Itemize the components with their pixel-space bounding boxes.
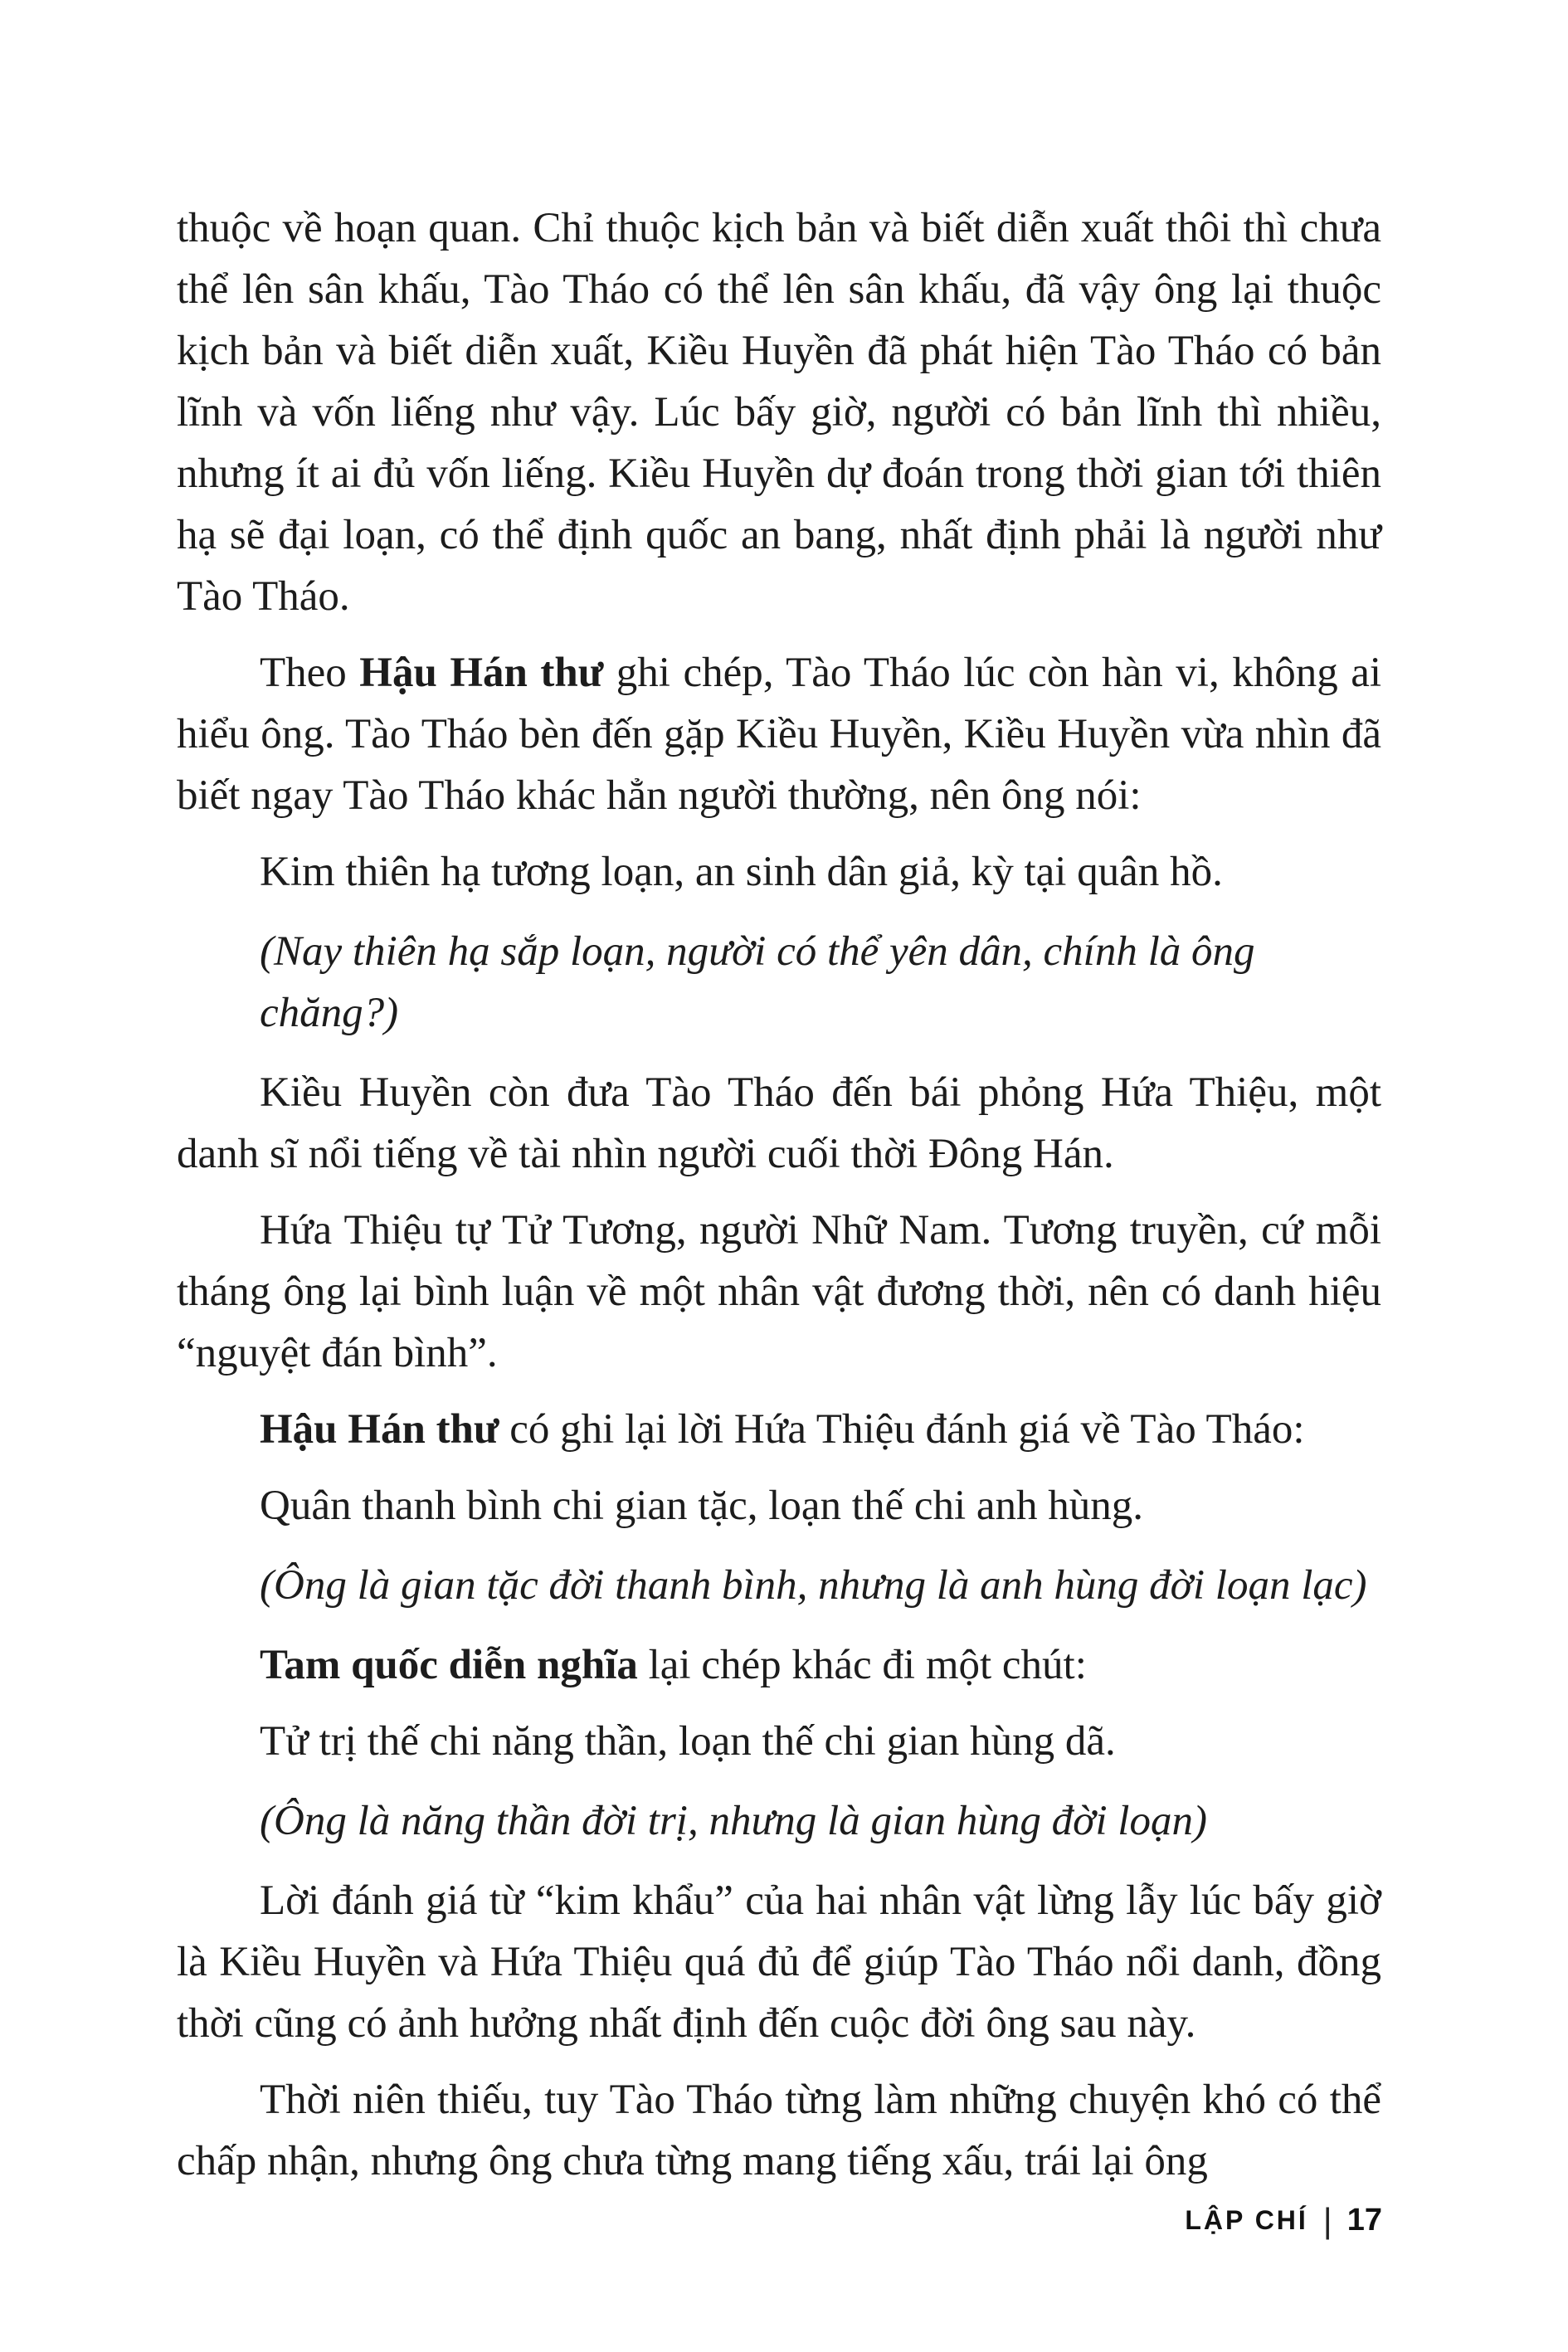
quote-line <box>260 841 1381 903</box>
text-run: Quân thanh bình chi gian tặc, loạn thế chi anh hùng. <box>260 1483 1144 1529</box>
text-run: (Ông là năng thần đời trị, nhưng là gian hùng đời loạn) <box>260 1798 1207 1844</box>
page-text <box>177 197 1381 2207</box>
text-run: Kiều Huyền còn đưa Tào Tháo đến bái phỏng Hứa Thiệu, một danh sĩ nổi tiếng về tài nhìn người cuối thời Đông Hán. <box>177 1069 1381 1177</box>
text-run: thuộc về hoạn quan. Chỉ thuộc kịch bản và biết diễn xuất thôi thì chưa thể lên sân khấu, Tào Tháo có thể lên sân khấu, đã vậy ông lại thuộc kịch bản và biết diễn xuất, Kiều Huyền đã phát hiện Tào Tháo có bản lĩnh và vốn liếng như vậy. Lúc bấy giờ, người có bản lĩnh thì nhiều, nhưng ít ai đủ vốn liếng. Kiều Huyền dự đoán trong thời gian tới thiên hạ sẽ đại loạn, có thể định quốc an bang, nhất định phải là người như Tào Tháo. <box>177 205 1381 620</box>
paragraph <box>177 1634 1381 1696</box>
text-run: Theo <box>260 650 360 696</box>
footer-separator: | <box>1322 2200 1332 2240</box>
page-number: 17 <box>1346 2203 1382 2238</box>
quote-translation <box>260 1790 1381 1852</box>
page-footer <box>1185 2200 1382 2240</box>
bold-text-run: Tam quốc diễn nghĩa <box>260 1642 638 1688</box>
paragraph <box>177 2069 1381 2192</box>
quote-translation <box>260 921 1381 1044</box>
text-run: Thời niên thiếu, tuy Tào Tháo từng làm những chuyện khó có thể chấp nhận, nhưng ông chưa từng mang tiếng xấu, trái lại ông <box>177 2077 1381 2184</box>
quote-line <box>260 1475 1381 1536</box>
text-run: Lời đánh giá từ “kim khẩu” của hai nhân vật lừng lẫy lúc bấy giờ là Kiều Huyền và Hứa Thiệu quá đủ để giúp Tào Tháo nổi danh, đồng thời cũng có ảnh hưởng nhất định đến cuộc đời ông sau này. <box>177 1877 1381 2047</box>
paragraph <box>177 642 1381 826</box>
text-run: Hứa Thiệu tự Tử Tương, người Nhữ Nam. Tương truyền, cứ mỗi tháng ông lại bình luận về một nhân vật đương thời, nên có danh hiệu “nguyệt đán bình”. <box>177 1207 1381 1376</box>
quote-translation <box>260 1555 1381 1616</box>
text-run: (Nay thiên hạ sắp loạn, người có thể yên dân, chính là ông chăng?) <box>260 928 1255 1036</box>
text-run: lại chép khác đi một chút: <box>637 1642 1087 1688</box>
paragraph <box>177 1399 1381 1460</box>
text-run: Kim thiên hạ tương loạn, an sinh dân giả, kỳ tại quân hồ. <box>260 849 1223 895</box>
text-run: có ghi lại lời Hứa Thiệu đánh giá về Tào Tháo: <box>499 1406 1305 1453</box>
text-run: ghi chép, Tào Tháo lúc còn hàn vi, không ai hiểu ông. Tào Tháo bèn đến gặp Kiều Huyền, Kiều Huyền vừa nhìn đã biết ngay Tào Tháo khác hẳn người thường, nên ông nói: <box>177 650 1381 819</box>
paragraph <box>177 1062 1381 1185</box>
text-run: Tử trị thế chi năng thần, loạn thế chi gian hùng dã. <box>260 1718 1116 1765</box>
quote-line <box>260 1711 1381 1772</box>
paragraph <box>177 1870 1381 2054</box>
paragraph <box>177 1200 1381 1384</box>
text-run: (Ông là gian tặc đời thanh bình, nhưng là anh hùng đời loạn lạc) <box>260 1562 1367 1609</box>
running-footer-label: LẬP CHÍ <box>1185 2205 1308 2235</box>
bold-text-run: Hậu Hán thư <box>260 1406 499 1453</box>
bold-text-run: Hậu Hán thư <box>359 650 604 696</box>
paragraph <box>177 197 1381 627</box>
